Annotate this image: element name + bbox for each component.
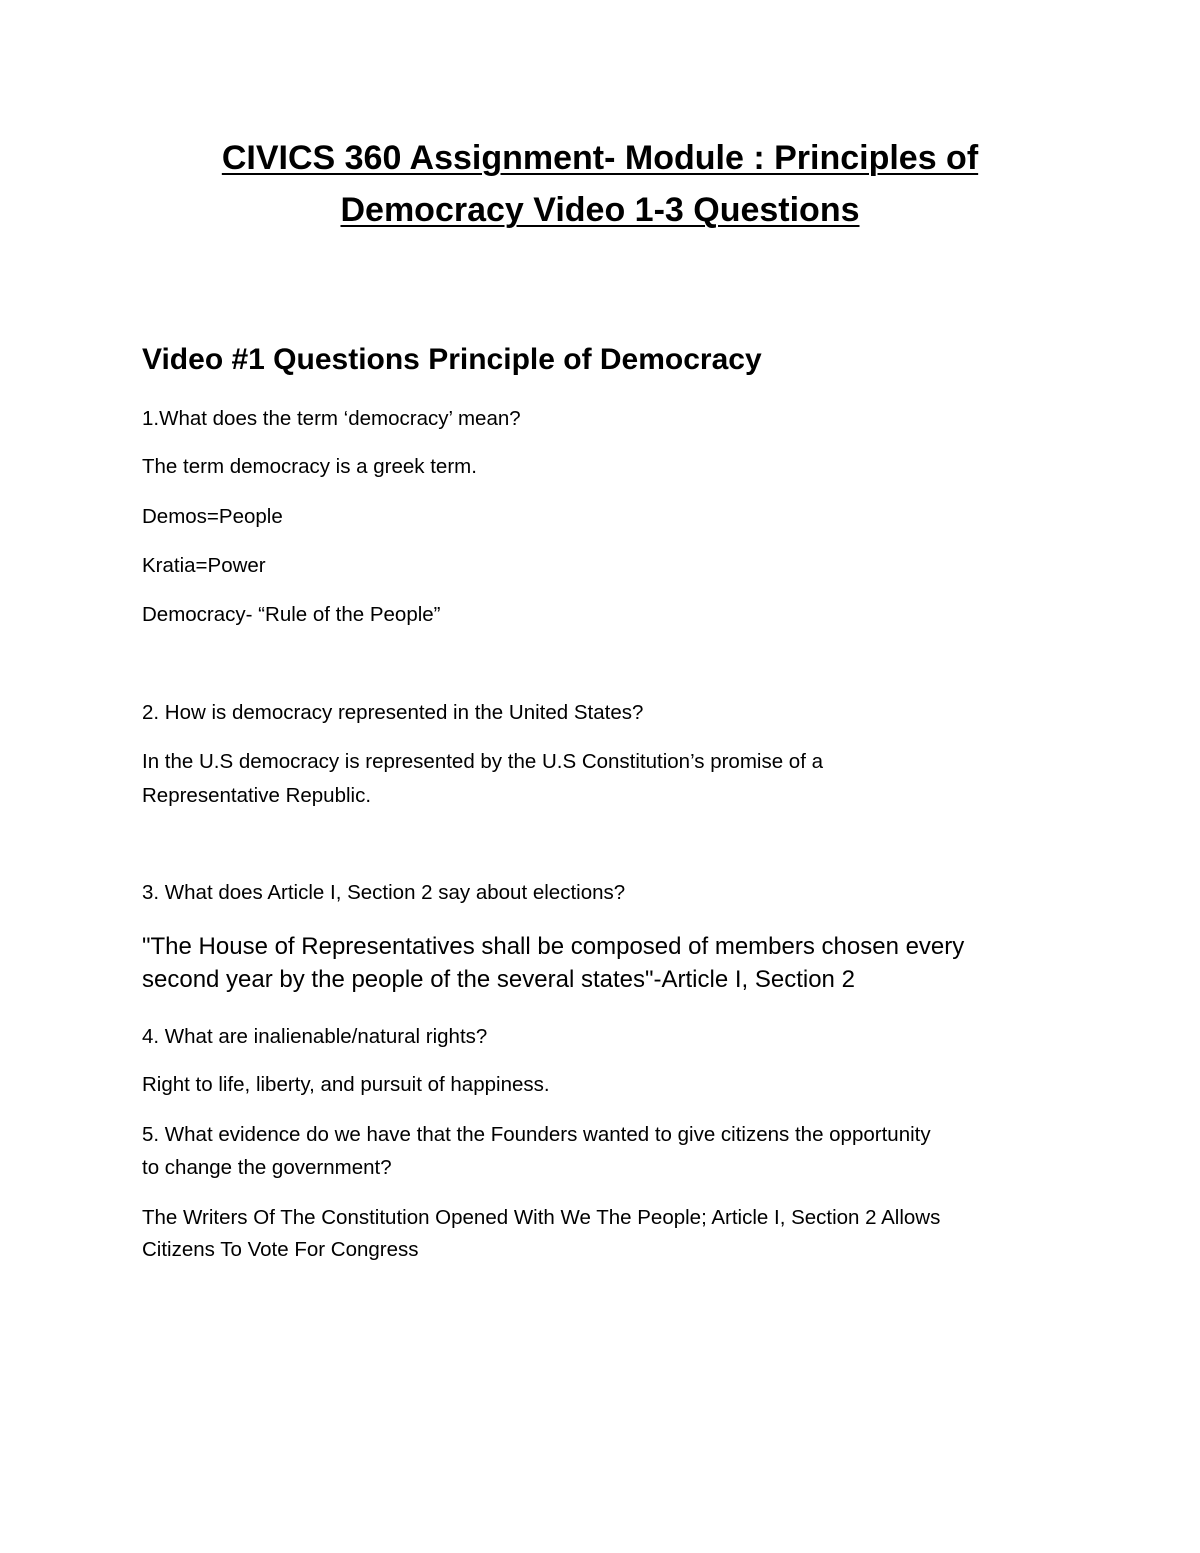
answer-1-line-1: The term democracy is a greek term. — [142, 455, 477, 478]
answer-5-line-1: The Writers Of The Constitution Opened With We The People; Article I, Section 2 Allows — [142, 1206, 941, 1229]
answer-4-line-1: Right to life, liberty, and pursuit of happiness. — [142, 1073, 550, 1096]
question-5-line-2: to change the government? — [142, 1156, 392, 1179]
answer-5-line-2: Citizens To Vote For Congress — [142, 1238, 419, 1261]
answer-1-line-2: Demos=People — [142, 505, 283, 528]
question-1: 1.What does the term ‘democracy’ mean? — [142, 407, 521, 430]
document-title-line-2: Democracy Video 1-3 Questions — [340, 191, 860, 229]
answer-1-line-4: Democracy- “Rule of the People” — [142, 603, 441, 626]
answer-2-line-1: In the U.S democracy is represented by the U.S Constitution’s promise of a — [142, 750, 824, 773]
section-heading: Video #1 Questions Principle of Democracy — [142, 343, 762, 376]
question-5-line-1: 5. What evidence do we have that the Founders wanted to give citizens the opportunity — [142, 1123, 931, 1146]
answer-1-line-3: Kratia=Power — [142, 554, 266, 577]
answer-3-line-1: "The House of Representatives shall be composed of members chosen every — [142, 933, 965, 960]
question-3: 3. What does Article I, Section 2 say about elections? — [142, 881, 626, 904]
document-title-line-1: CIVICS 360 Assignment- Module : Principles of — [221, 139, 979, 177]
question-2: 2. How is democracy represented in the United States? — [142, 701, 644, 724]
answer-2-line-2: Representative Republic. — [142, 784, 372, 807]
question-4: 4. What are inalienable/natural rights? — [142, 1025, 488, 1048]
answer-3-line-2: second year by the people of the several states"-Article I, Section 2 — [142, 966, 855, 993]
